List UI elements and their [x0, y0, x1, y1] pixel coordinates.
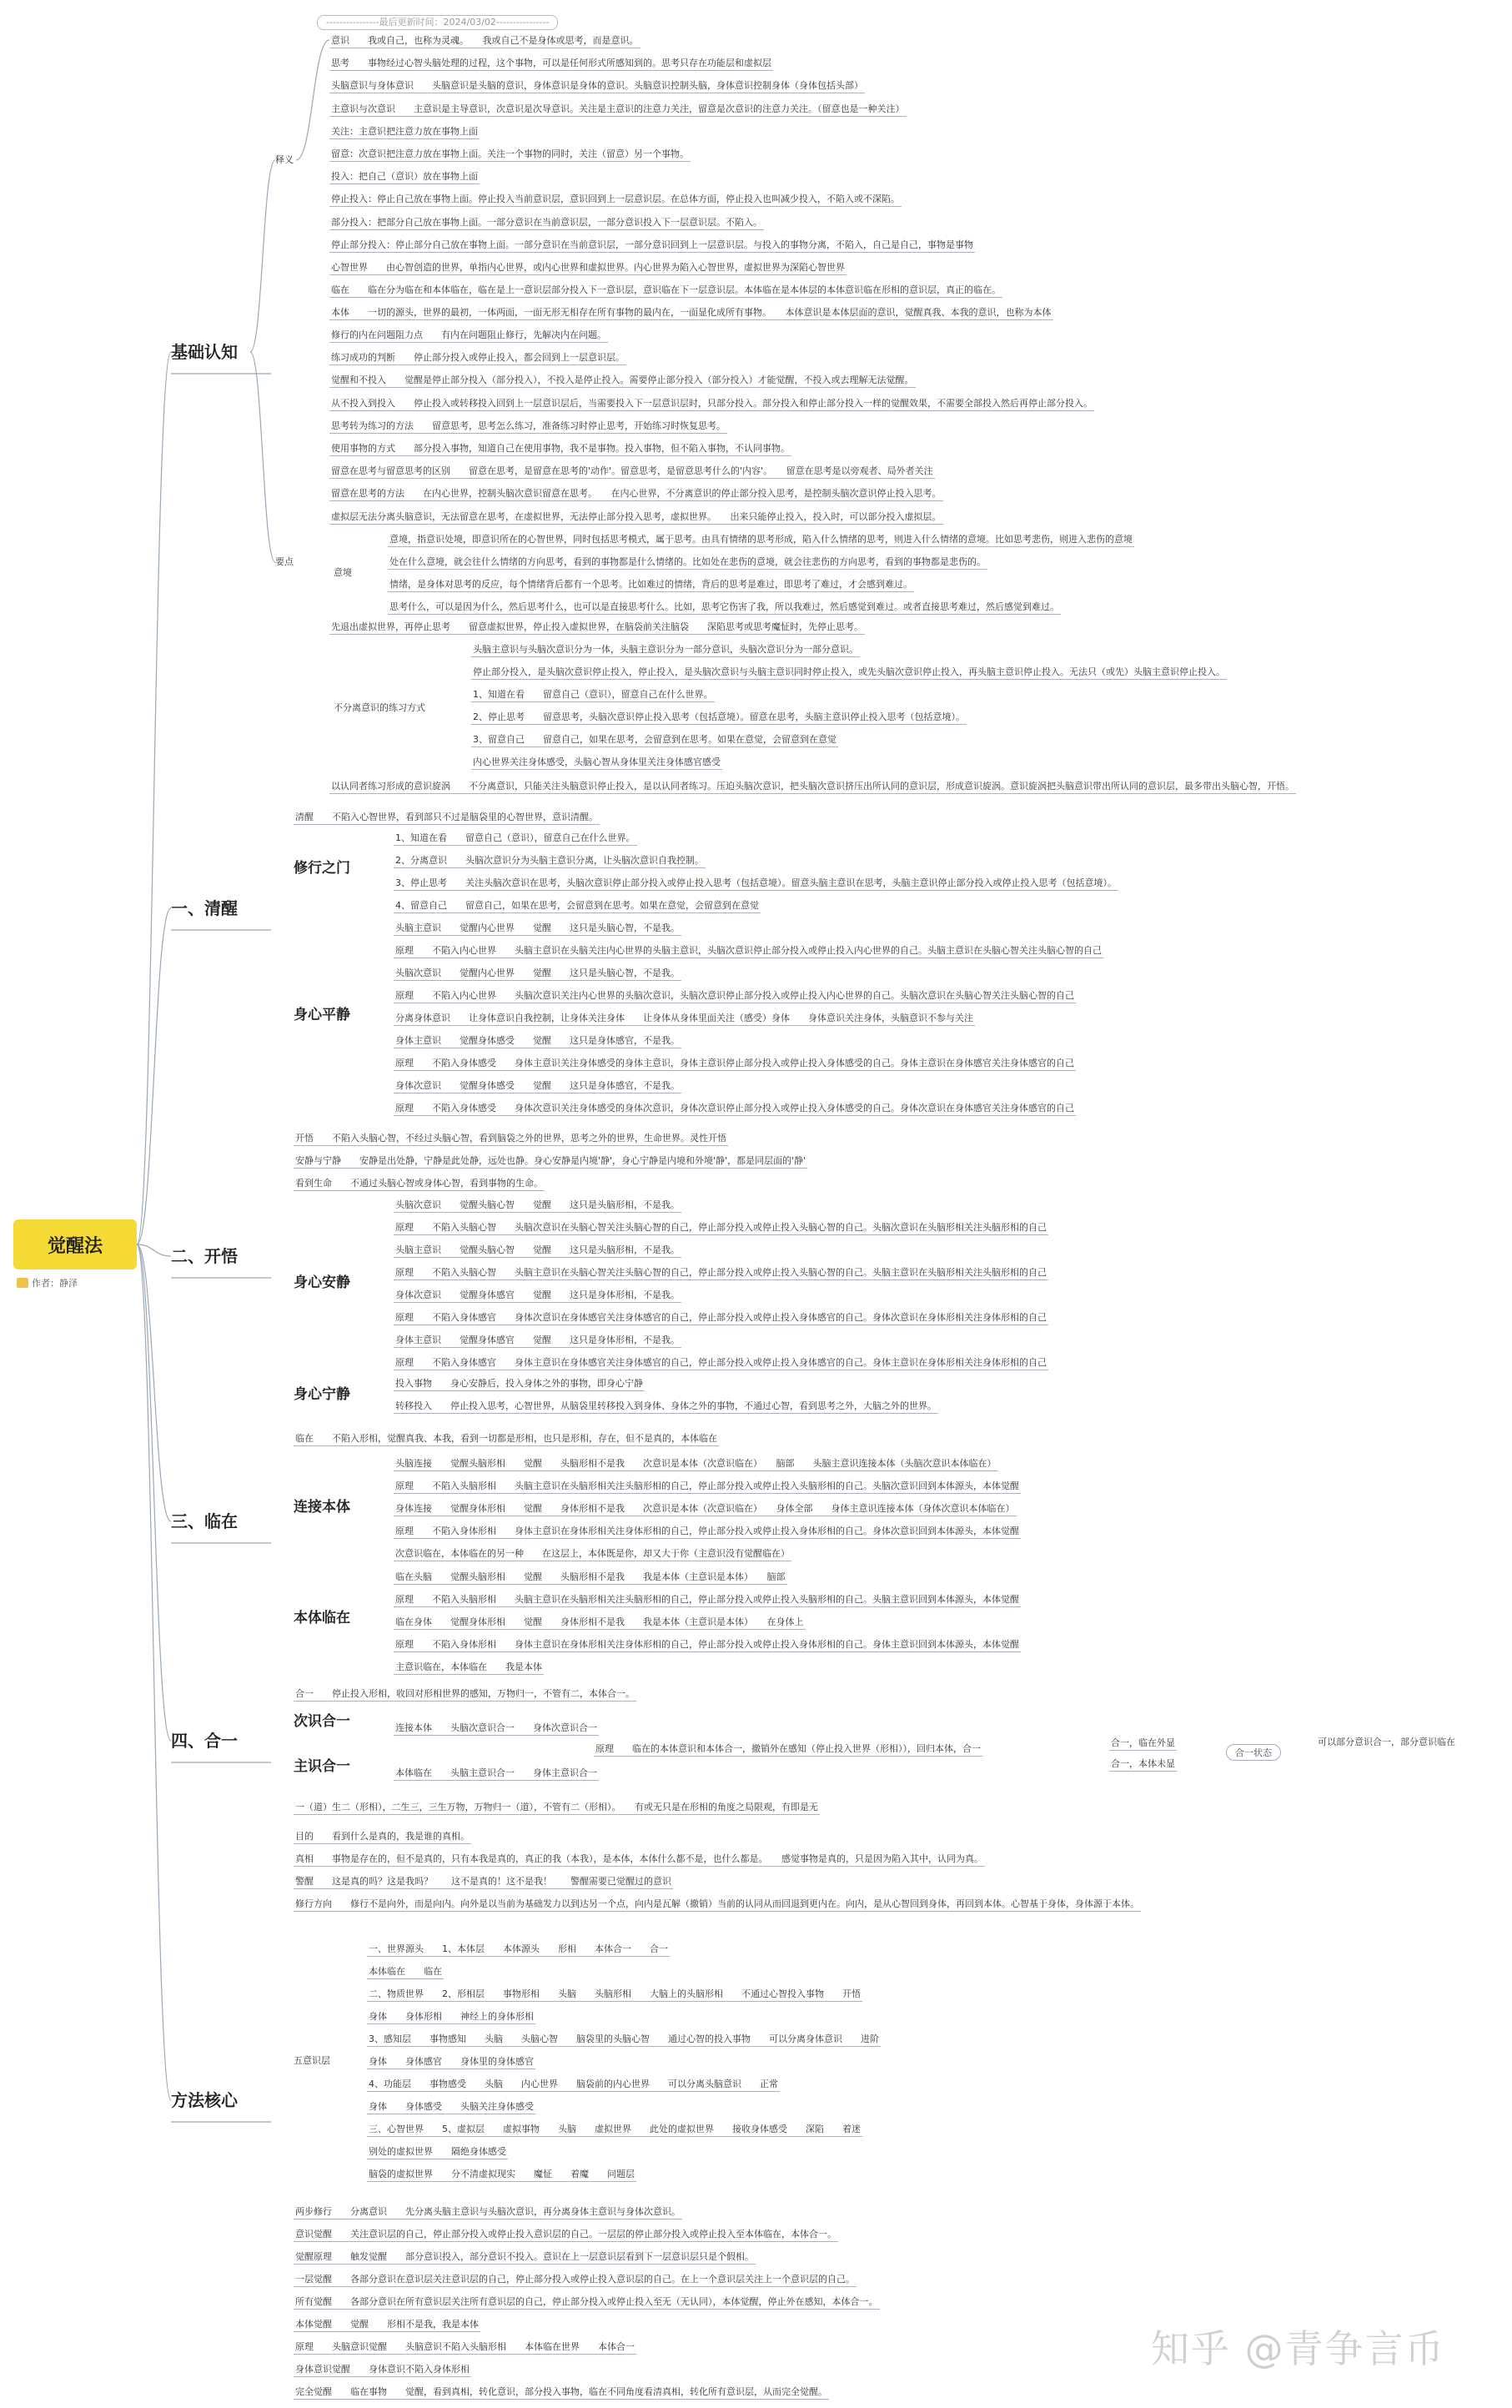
branch-row[interactable]: 头脑次意识 觉醒内心世界 觉醒 这只是头脑心智，不是我。 [394, 968, 681, 981]
section-title-clarity[interactable]: 一、清醒 [171, 898, 238, 918]
branch-row[interactable]: 原理 不陷入头脑形相 头脑主意识在头脑形相关注头脑形相的自己，停止部分投入或停止投入头脑形相的自己。头脑主意识回到本体源头，本体觉醒 [394, 1594, 1021, 1607]
connector [250, 352, 275, 562]
sub-title-still[interactable]: 身心安静 [294, 1274, 350, 1291]
branch-row[interactable]: 2、停止思考 留意思考，头脑次意识停止投入思考（包括意境）。留意在思考，头脑主意识停止投入思考（包括意境）。 [471, 711, 967, 725]
branch-row[interactable]: 本体临在 头脑主意识合一 身体主意识合一 [394, 1767, 599, 1781]
layers-label[interactable]: 五意识层 [294, 2055, 330, 2066]
branch-row[interactable]: 1、知道在看 留意自己（意识），留意自己在什么世界。 [394, 832, 637, 846]
branch-row[interactable]: 情绪，是身体对思考的反应，每个情绪背后都有一个思考。比如难过的情绪，背后的思考是难过，即思考了难过，才会感到难过。 [388, 579, 914, 592]
branch-row[interactable]: 停止部分投入：停止部分自己放在事物上面。一部分意识在当前意识层，一部分意识回到上一层意识层。与投入的事物分离，不陷入，自己是自己，事物是事物 [329, 239, 975, 253]
tail-row[interactable]: 一（道）生二（形相），二生三，三生万物，万物归一（道），不管有二（形相）。 有或无只是在形相的角度之局限观，有即是无 [294, 1802, 820, 1815]
branch-row[interactable]: 开悟 不陷入头脑心智，不经过头脑心智，看到脑袋之外的世界，思考之外的世界，生命世界。灵性开悟 [294, 1133, 728, 1146]
branch-row[interactable]: 关注：主意识把注意力放在事物上面 [329, 126, 480, 139]
branch-row[interactable]: 原理 头脑意识觉醒 头脑意识不陷入头脑形相 本体临在世界 本体合一 [294, 2341, 636, 2355]
sub-title-serene[interactable]: 身心宁静 [294, 1386, 350, 1403]
branch-row[interactable]: 本体临在 临在 [367, 1966, 444, 1979]
root-title: 觉醒法 [47, 1235, 103, 1257]
section-title-core-method[interactable]: 方法核心 [171, 2090, 238, 2110]
branch-row[interactable]: 3、感知层 事物感知 头脑 头脑心智 脑袋里的头脑心智 通过心智的投入事物 可以分离身体意识 进阶 [367, 2033, 881, 2047]
note-icon [17, 1278, 28, 1288]
branch-row[interactable]: 清醒 不陷入心智世界，看到部只不过是脑袋里的心智世界，意识清醒。 [294, 812, 600, 825]
branch-row[interactable]: 心智世界 由心智创造的世界，单指内心世界，或内心世界和虚拟世界。内心世界为陷入心智世界，虚拟世界为深陷心智世界 [329, 262, 846, 275]
branch-row[interactable]: 停止部分投入，是头脑次意识停止投入，停止投入，是头脑次意识与头脑主意识同时停止投入，或先头脑次意识停止投入，再头脑主意识停止投入。无法只（或先）头脑主意识停止投入。 [471, 666, 1227, 680]
branch-row[interactable]: 安静与宁静 安静是出处静，宁静是此处静，远处也静。身心安静是内境'静'，身心宁静是内境和外境'静'，都是同层面的'静' [294, 1155, 807, 1169]
branch-row[interactable]: 临在 不陷入形相，觉醒真我、本我，看到一切都是形相，也只是形相，存在，但不是真的，本体临在 [294, 1433, 719, 1446]
branch-row[interactable]: 留意：次意识把注意力放在事物上面。关注一个事物的同时，关注（留意）另一个事物。 [329, 148, 691, 162]
branch-row[interactable]: 临在头脑 觉醒头脑形相 觉醒 头脑形相不是我 我是本体（主意识是本体） 脑部 [394, 1571, 787, 1585]
branch-row[interactable]: 3、留意自己 留意自己，如果在思考，会留意到在思考。如果在意觉，会留意到在意觉 [471, 734, 838, 747]
connector [296, 40, 329, 160]
oneness-state[interactable]: 合一状态 [1226, 1744, 1281, 1761]
branch-row[interactable]: 脑袋的虚拟世界 分不清虚拟现实 魔怔 着魔 问题层 [367, 2169, 636, 2182]
branch-row[interactable]: 思考 事物经过心智头脑处理的过程，这个事物，可以是任何形式所感知到的。思考只存在功能层和虚拟层 [329, 58, 773, 71]
branch-row[interactable]: 原理 不陷入头脑形相 头脑主意识在头脑形相关注头脑形相的自己，停止部分投入或停止投入头脑形相的自己。头脑次意识回到本体源头，本体觉醒 [394, 1480, 1021, 1494]
group-label-definitions[interactable]: 释义 [275, 154, 294, 165]
branch-row[interactable]: 2、分离意识 头脑次意识分为头脑主意识分离，让头脑次意识自我控制。 [394, 855, 706, 868]
sub-title-calm[interactable]: 身心平静 [294, 1007, 350, 1023]
branch-row[interactable]: 目的 看到什么是真的，我是谁的真相。 [294, 1831, 471, 1844]
branch-row[interactable]: 身体主意识 觉醒身体感官 觉醒 这只是身体形相，不是我。 [394, 1335, 681, 1348]
branch-row[interactable]: 主意识临在，本体临在 我是本体 [394, 1661, 544, 1675]
branch-row[interactable]: 身体意识觉醒 身体意识不陷入身体形相 [294, 2364, 471, 2377]
branch-row[interactable]: 所有觉醒 各部分意识在所有意识层关注所有意识层的自己，停止部分投入或停止投入至无（无认同），本体觉醒，停止外在感知，本体合一。 [294, 2296, 880, 2310]
branch-row[interactable]: 原理 不陷入身体感受 身体次意识关注身体感受的身体次意识，身体次意识停止部分投入或停止投入身体感受的自己。身体次意识在身体感官关注身体感官的自己 [394, 1103, 1076, 1116]
branch-row[interactable]: 身体次意识 觉醒身体感官 觉醒 这只是身体形相，不是我。 [394, 1289, 681, 1303]
branch-row[interactable]: 主意识与次意识 主意识是主导意识，次意识是次导意识。关注是主意识的注意力关注，留意是次意识的注意力关注。（留意也是一种关注） [329, 103, 907, 117]
branch-row[interactable]: 头脑连接 觉醒头脑形相 觉醒 头脑形相不是我 次意识是本体（次意识临在） 脑部 头脑主意识连接本体（头脑次意识本体临在） [394, 1458, 998, 1471]
branch-row[interactable]: 身体连接 觉醒身体形相 觉醒 身体形相不是我 次意识是本体（次意识临在） 身体全部 身体主意识连接本体（身体次意识本体临在） [394, 1503, 1017, 1516]
connector [250, 160, 275, 352]
branch-row[interactable]: 内心世界关注身体感受，头脑心智从身体里关注身体感官感受 [471, 757, 722, 770]
outcome-row[interactable]: 合一，本体未显 [1109, 1758, 1177, 1772]
branch-row[interactable]: 投入事物 身心安静后，投入身体之外的事物，即身心宁静 [394, 1378, 645, 1391]
branch-row[interactable]: 别处的虚拟世界 隔绝身体感受 [367, 2146, 508, 2159]
branch-row[interactable]: 修行方向 修行不是向外，而是向内。向外是以当前为基础发力以到达另一个点，向内是瓦解（撤销）当前的认同从而回退到更内在。向内，是从心智回到身体，再回到本体。心智基于身体，身体源于本体。 [294, 1898, 1141, 1912]
sub-title-primary-oneness[interactable]: 主识合一 [294, 1758, 350, 1775]
branch-row[interactable]: 身体 身体感受 头脑关注身体感受 [367, 2101, 535, 2114]
branch-row[interactable]: 头脑次意识 觉醒头脑心智 觉醒 这只是头脑形相，不是我。 [394, 1199, 681, 1213]
sub-title-secondary-oneness[interactable]: 次识合一 [294, 1713, 350, 1730]
branch-row[interactable]: 修行的内在问题阻力点 有内在问题阻止修行，先解决内在问题。 [329, 329, 608, 343]
branch-row[interactable]: 觉醒和不投入 觉醒是停止部分投入（部分投入），不投入是停止投入。需要停止部分投入（部分投入）才能觉醒，不投入或去理解无法觉醒。 [329, 375, 916, 388]
root-node[interactable] [13, 1219, 137, 1269]
branch-row[interactable]: 一、世界源头 1、本体层 本体源头 形相 本体合一 合一 [367, 1943, 670, 1957]
author-label [17, 1276, 78, 1289]
branch-row[interactable]: 临在身体 觉醒身体形相 觉醒 身体形相不是我 我是本体（主意识是本体） 在身体上 [394, 1616, 806, 1630]
branch-row[interactable]: 身体 身体感官 身体里的身体感官 [367, 2056, 535, 2069]
branch-row[interactable]: 原理 不陷入内心世界 头脑次意识关注内心世界的头脑次意识，头脑次意识停止部分投入或停止投入内心世界的自己。头脑次意识在头脑心智关注头脑心智的自己 [394, 990, 1076, 1003]
branch-row[interactable]: 意识觉醒 关注意识层的自己，停止部分投入或停止投入意识层的自己。一层层的停止部分投入或停止投入至本体临在，本体合一。 [294, 2229, 838, 2242]
sub-title-gate[interactable]: 修行之门 [294, 860, 350, 877]
section-title-oneness[interactable]: 四、合一 [171, 1731, 238, 1751]
branch-row[interactable]: 看到生命 不通过头脑心智或身体心智，看到事物的生命。 [294, 1178, 545, 1191]
branch-row[interactable]: 1、知道在看 留意自己（意识），留意自己在什么世界。 [471, 689, 715, 702]
branch-row[interactable]: 原理 不陷入头脑心智 头脑次意识在头脑心智关注头脑心智的自己，停止部分投入或停止投入头脑心智的自己。头脑次意识在头脑形相关注头脑形相的自己 [394, 1222, 1048, 1235]
branch-row[interactable]: 处在什么意境，就会往什么情绪的方向思考，看到的事物都是什么情绪的。比如处在悲伤的意境，就会往悲伤的方向思考，看到的事物都是悲伤的。 [388, 556, 987, 570]
separate-label[interactable]: 不分离意识的练习方式 [334, 702, 425, 713]
branch-row[interactable]: 转移投入 停止投入思考，心智世界，从脑袋里转移投入到身体、身体之外的事物，不通过心智，看到思考之外，大脑之外的世界。 [394, 1400, 938, 1414]
state-note[interactable]: 可以部分意识合一，部分意识临在 [1318, 1737, 1455, 1747]
branch-row[interactable]: 部分投入：把部分自己放在事物上面。一部分意识在当前意识层，一部分意识投入下一层意识层。不陷入。 [329, 217, 764, 230]
branch-row[interactable]: 两步修行 分离意识 先分离头脑主意识与头脑次意识，再分离身体主意识与身体次意识。 [294, 2206, 682, 2219]
connector [137, 908, 171, 1244]
sub-title-connect[interactable]: 连接本体 [294, 1499, 350, 1516]
branch-row[interactable]: 原理 不陷入内心世界 头脑主意识在头脑关注内心世界的头脑主意识，头脑次意识停止部分投入或停止投入内心世界的自己。头脑主意识在头脑心智关注头脑心智的自己 [394, 945, 1103, 958]
branch-row[interactable]: 原理 不陷入身体形相 身体主意识在身体形相关注身体形相的自己，停止部分投入或停止投入身体形相的自己。身体主意识回到本体源头，本体觉醒 [394, 1639, 1021, 1652]
branch-row[interactable]: 练习成功的判断 停止部分投入或停止投入，都会回到上一层意识层。 [329, 352, 626, 365]
branch-row[interactable]: 本体觉醒 觉醒 形相不是我，我是本体 [294, 2319, 480, 2332]
section-title-basic[interactable]: 基础认知 [171, 342, 238, 362]
branch-row[interactable]: 意识 我或自己，也称为灵魂。 我或自己不是身体或思考，而是意识。 [329, 35, 640, 48]
branch-row[interactable]: 三、心智世界 5、虚拟层 虚拟事物 头脑 虚拟世界 此处的虚拟世界 接收身体感受 深陷 着迷 [367, 2124, 862, 2137]
principle-row[interactable]: 原理 临在的本体意识和本体合一，撤销外在感知（停止投入世界（形相）），回归本体，合一 [594, 1743, 982, 1757]
branch-row[interactable]: 头脑主意识 觉醒内心世界 觉醒 这只是头脑心智，不是我。 [394, 922, 681, 936]
update-time-note: ----------------最后更新时间：2024/03/02---------------- [317, 15, 558, 30]
branch-row[interactable]: 次意识临在，本体临在的另一种 在这层上，本体既是你，却又大于你（主意识没有觉醒临在） [394, 1548, 791, 1561]
branch-row[interactable]: 先退出虚拟世界，再停止思考 留意虚拟世界，停止投入虚拟世界，在脑袋前关注脑袋 深陷思考或思考魔怔时，先停止思考。 [329, 621, 865, 635]
connector [137, 352, 171, 1244]
outcome-row[interactable]: 合一，临在外显 [1109, 1737, 1177, 1751]
group-label-keypoints[interactable]: 要点 [275, 556, 294, 567]
branch-row[interactable]: 原理 不陷入身体感受 身体主意识关注身体感受的身体主意识，身体主意识停止部分投入或停止投入身体感受的自己。身体主意识在身体感官关注身体感官的自己 [394, 1058, 1076, 1071]
branch-row[interactable]: 4、留意自己 留意自己，如果在思考，会留意到在思考。如果在意觉，会留意到在意觉 [394, 900, 761, 913]
branch-row[interactable]: 3、停止思考 关注头脑次意识在思考，头脑次意识停止部分投入或停止投入思考（包括意境）。留意头脑主意识在思考，头脑主意识停止部分投入或停止投入思考（包括意境）。 [394, 877, 1118, 891]
connector [137, 1244, 171, 2100]
branch-row[interactable]: 警醒 这是真的吗？这是我吗？ 这不是真的！这不是我！ 警醒需要已觉醒过的意识 [294, 1876, 673, 1889]
branch-row[interactable]: 头脑主意识与头脑次意识分为一体，头脑主意识分为一部分意识，头脑次意识分为一部分意识。 [471, 644, 860, 657]
section-title-presence[interactable]: 三、临在 [171, 1511, 238, 1531]
branch-row[interactable]: 连接本体 头脑次意识合一 身体次意识合一 [394, 1722, 599, 1736]
section-title-awaken[interactable]: 二、开悟 [171, 1246, 238, 1266]
branch-row[interactable]: 身体 身体形相 神经上的身体形相 [367, 2011, 535, 2024]
branch-row[interactable]: 一层觉醒 各部分意识在意识层关注意识层的自己，停止部分投入或停止投入意识层的自己。在上一个意识层关注上一个意识层的自己。 [294, 2274, 856, 2287]
branch-row[interactable]: 4、功能层 事物感受 头脑 内心世界 脑袋前的内心世界 可以分离头脑意识 正常 [367, 2079, 780, 2092]
sub-title-body-presence[interactable]: 本体临在 [294, 1610, 350, 1626]
branch-row[interactable]: 头脑意识与身体意识 头脑意识是头脑的意识，身体意识是身体的意识。头脑意识控制头脑，身体意识控制身体（身体包括头部） [329, 80, 865, 93]
branch-row[interactable]: 分离身体意识 让身体意识自我控制，让身体关注身体 让身体从身体里面关注（感受）身体 身体意识关注身体，头脑意识不参与关注 [394, 1013, 975, 1026]
branch-row[interactable]: 临在 临在分为临在和本体临在，临在是上一意识层部分投入下一意识层，意识临在下一层意识层。本体临在是本体层的本体意识临在形相的意识层，真正的临在。 [329, 284, 1002, 298]
branch-row[interactable]: 本体 一切的源头，世界的最初，一体两面，一面无形无相存在所有事物的最内在，一面显化成所有事物。 本体意识是本体层面的意识，觉醒真我、本我的意识，也称为本体 [329, 307, 1053, 320]
branch-row[interactable]: 意境，指意识处境，即意识所在的心智世界，同时包括思考模式，属于思考。由具有情绪的思考形成，陷入什么情绪的思考，则进入什么情绪的意境。比如思考悲伤，则进入悲伤的意境 [388, 534, 1134, 547]
branch-row[interactable]: 原理 不陷入身体感官 身体次意识在身体感官关注身体感官的自己，停止部分投入或停止投入身体感官的自己。身体次意识在身体形相关注身体形相的自己 [394, 1312, 1048, 1325]
branch-row[interactable]: 真相 事物是存在的，但不是真的，只有本我是真的，真正的我（本我），是本体，本体什么都不是，也什么都是。 感觉事物是真的，只是因为陷入其中，认同为真。 [294, 1853, 985, 1867]
branch-row[interactable]: 合一 停止投入形相，收回对形相世界的感知，万物归一，不管有二，本体合一。 [294, 1688, 636, 1702]
branch-row[interactable]: 身体主意识 觉醒身体感受 觉醒 这只是身体感官，不是我。 [394, 1035, 681, 1048]
branch-row[interactable]: 停止投入：停止自己放在事物上面。停止投入当前意识层，意识回到上一层意识层。在总体方面，停止投入也叫减少投入，不陷入或不深陷。 [329, 194, 902, 207]
watermark: 知乎 @青争言币 [1151, 2326, 1445, 2371]
branch-row[interactable]: 身体次意识 觉醒身体感受 觉醒 这只是身体感官，不是我。 [394, 1080, 681, 1093]
branch-row[interactable]: 从不投入到投入 停止投入或转移投入回到上一层意识层后，当需要投入下一层意识层时，只部分投入。部分投入和停止部分投入一样的觉醒效果，不需要全部投入然后再停止部分投入。 [329, 398, 1094, 411]
branch-row[interactable]: 觉醒原理 触发觉醒 部分意识投入，部分意识不投入。意识在上一层意识层看到下一层意识层只是个假相。 [294, 2251, 756, 2265]
branch-row[interactable]: 投入：把自己（意识）放在事物上面 [329, 171, 480, 184]
branch-row[interactable]: 原理 不陷入身体形相 身体主意识在身体形相关注身体形相的自己，停止部分投入或停止投入身体形相的自己。身体次意识回到本体源头，本体觉醒 [394, 1526, 1021, 1539]
branch-row[interactable]: 虚拟层无法分离头脑意识，无法留意在思考，在虚拟世界，无法停止部分投入思考，虚拟世界。 出来只能停止投入，投入时，可以部分投入虚拟层。 [329, 511, 943, 525]
branch-row[interactable]: 原理 不陷入头脑心智 头脑主意识在头脑心智关注头脑心智的自己，停止部分投入或停止投入头脑心智的自己。头脑主意识在头脑形相关注头脑形相的自己 [394, 1267, 1048, 1280]
branch-row[interactable]: 思考什么，可以是因为什么，然后思考什么，也可以是直接思考什么。比如，思考它伤害了我，所以我难过，然后感觉到难过。或者直接思考难过，然后感觉到难过。 [388, 601, 1061, 615]
branch-row[interactable]: 思考转为练习的方法 留意思考，思考怎么练习，准备练习时停止思考，开始练习时恢复思考。 [329, 420, 727, 434]
emotion-label[interactable]: 意境 [334, 567, 352, 578]
branch-row[interactable]: 使用事物的方式 部分投入事物，知道自己在使用事物，我不是事物。投入事物，但不陷入事物，不认同事物。 [329, 443, 791, 456]
branch-row[interactable]: 以认同者练习形成的意识旋涡 不分离意识，只能关注头脑意识停止投入，是以认同者练习。压迫头脑次意识，把头脑次意识挤压出所认同的意识层，形成意识旋涡。意识旋涡把头脑意识带出所认同的意识层，最多带出头脑心智，开悟。 [329, 781, 1296, 794]
branch-row[interactable]: 留意在思考的方法 在内心世界，控制头脑次意识留意在思考。 在内心世界，不分离意识的停止部分投入思考，是控制头脑次意识停止投入思考。 [329, 488, 943, 501]
author-text: 作者：静泽 [32, 1278, 78, 1289]
branch-row[interactable]: 留意在思考与留意思考的区别 留意在思考，是留意在思考的'动作'。留意思考，是留意思考什么的'内容'。 留意在思考是以旁观者、局外者关注 [329, 465, 935, 479]
branch-row[interactable]: 二、物质世界 2、形相层 事物形相 头脑 头脑形相 大脑上的头脑形相 不通过心智投入事物 开悟 [367, 1988, 862, 2002]
branch-row[interactable]: 头脑主意识 觉醒头脑心智 觉醒 这只是头脑形相，不是我。 [394, 1244, 681, 1258]
branch-row[interactable]: 原理 不陷入身体感官 身体主意识在身体感官关注身体感官的自己，停止部分投入或停止投入身体感官的自己。身体主意识在身体形相关注身体形相的自己 [394, 1357, 1048, 1370]
branch-row[interactable]: 完全觉醒 临在事物 觉醒，看到真相，转化意识，部分投入事物，临在不同角度看清真相，转化所有意识层，从而完全觉醒。 [294, 2386, 829, 2400]
